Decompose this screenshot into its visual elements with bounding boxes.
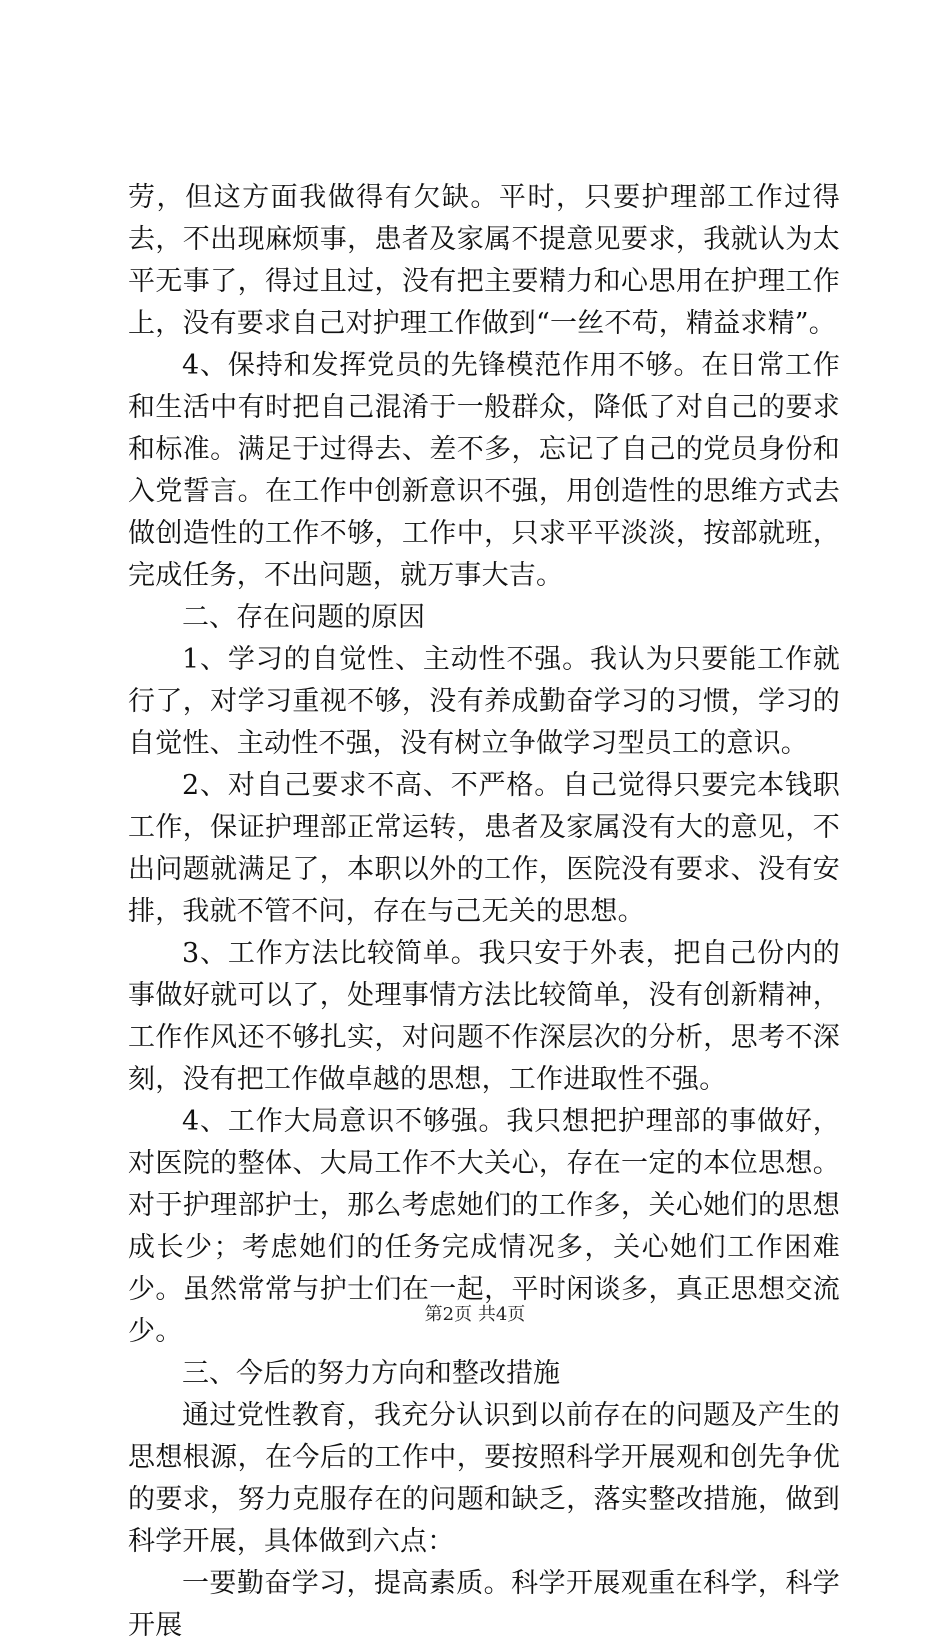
section-heading-causes: 二、存在问题的原因 (182, 602, 425, 633)
paragraph-continuation: 劳，但这方面我做得有欠缺。平时，只要护理部工作过得去，不出现麻烦事，患者及家属不提意见要求，我就认为太平无事了，得过且过，没有把主要精力和心思用在护理工作上，没有要求自己对护理工作做到“一丝不苟，精益求精”。 (128, 182, 840, 339)
document-body (128, 177, 840, 1647)
paragraph-cause-2: 2、对自己要求不高、不严格。自己觉得只要完本钱职工作，保证护理部正常运转，患者及家属没有大的意见，不出问题就满足了，本职以外的工作，医院没有要求、没有安排，我就不管不问，存在与己无关的思想。 (128, 770, 840, 927)
paragraph-cause-4: 4、工作大局意识不够强。我只想把护理部的事做好，对医院的整体、大局工作不大关心，存在一定的本位思想。对于护理部护士，那么考虑她们的工作多，关心她们的思想成长少；考虑她们的任务完成情况多，关心她们工作困难少。虽然常常与护士们在一起，平时闲谈多，真正思想交流少。 (128, 1106, 840, 1347)
paragraph-measures-intro: 通过党性教育，我充分认识到以前存在的问题及产生的思想根源，在今后的工作中，要按照科学开展观和创先争优的要求，努力克服存在的问题和缺乏，落实整改措施，做到科学开展，具体做到六点： (128, 1400, 840, 1557)
paragraph-item-4-party-role: 4、保持和发挥党员的先锋模范作用不够。在日常工作和生活中有时把自己混淆于一般群众，降低了对自己的要求和标准。满足于过得去、差不多，忘记了自己的党员身份和入党誓言。在工作中创新意识不强，用创造性的思维方式去做创造性的工作不够，工作中，只求平平淡淡，按部就班，完成任务，不出问题，就万事大吉。 (128, 350, 840, 591)
paragraph-cause-1: 1、学习的自觉性、主动性不强。我认为只要能工作就行了，对学习重视不够，没有养成勤奋学习的习惯，学习的自觉性、主动性不强，没有树立争做学习型员工的意识。 (128, 644, 840, 759)
page-footer: 第2页 共4页 (424, 1304, 526, 1325)
section-heading-measures: 三、今后的努力方向和整改措施 (182, 1358, 560, 1389)
paragraph-cause-3: 3、工作方法比较简单。我只安于外表，把自己份内的事做好就可以了，处理事情方法比较简单，没有创新精神，工作作风还不够扎实，对问题不作深层次的分析，思考不深刻，没有把工作做卓越的思想，工作进取性不强。 (128, 938, 840, 1095)
paragraph-measure-1: 一要勤奋学习，提高素质。科学开展观重在科学，科学开展 (128, 1568, 840, 1641)
